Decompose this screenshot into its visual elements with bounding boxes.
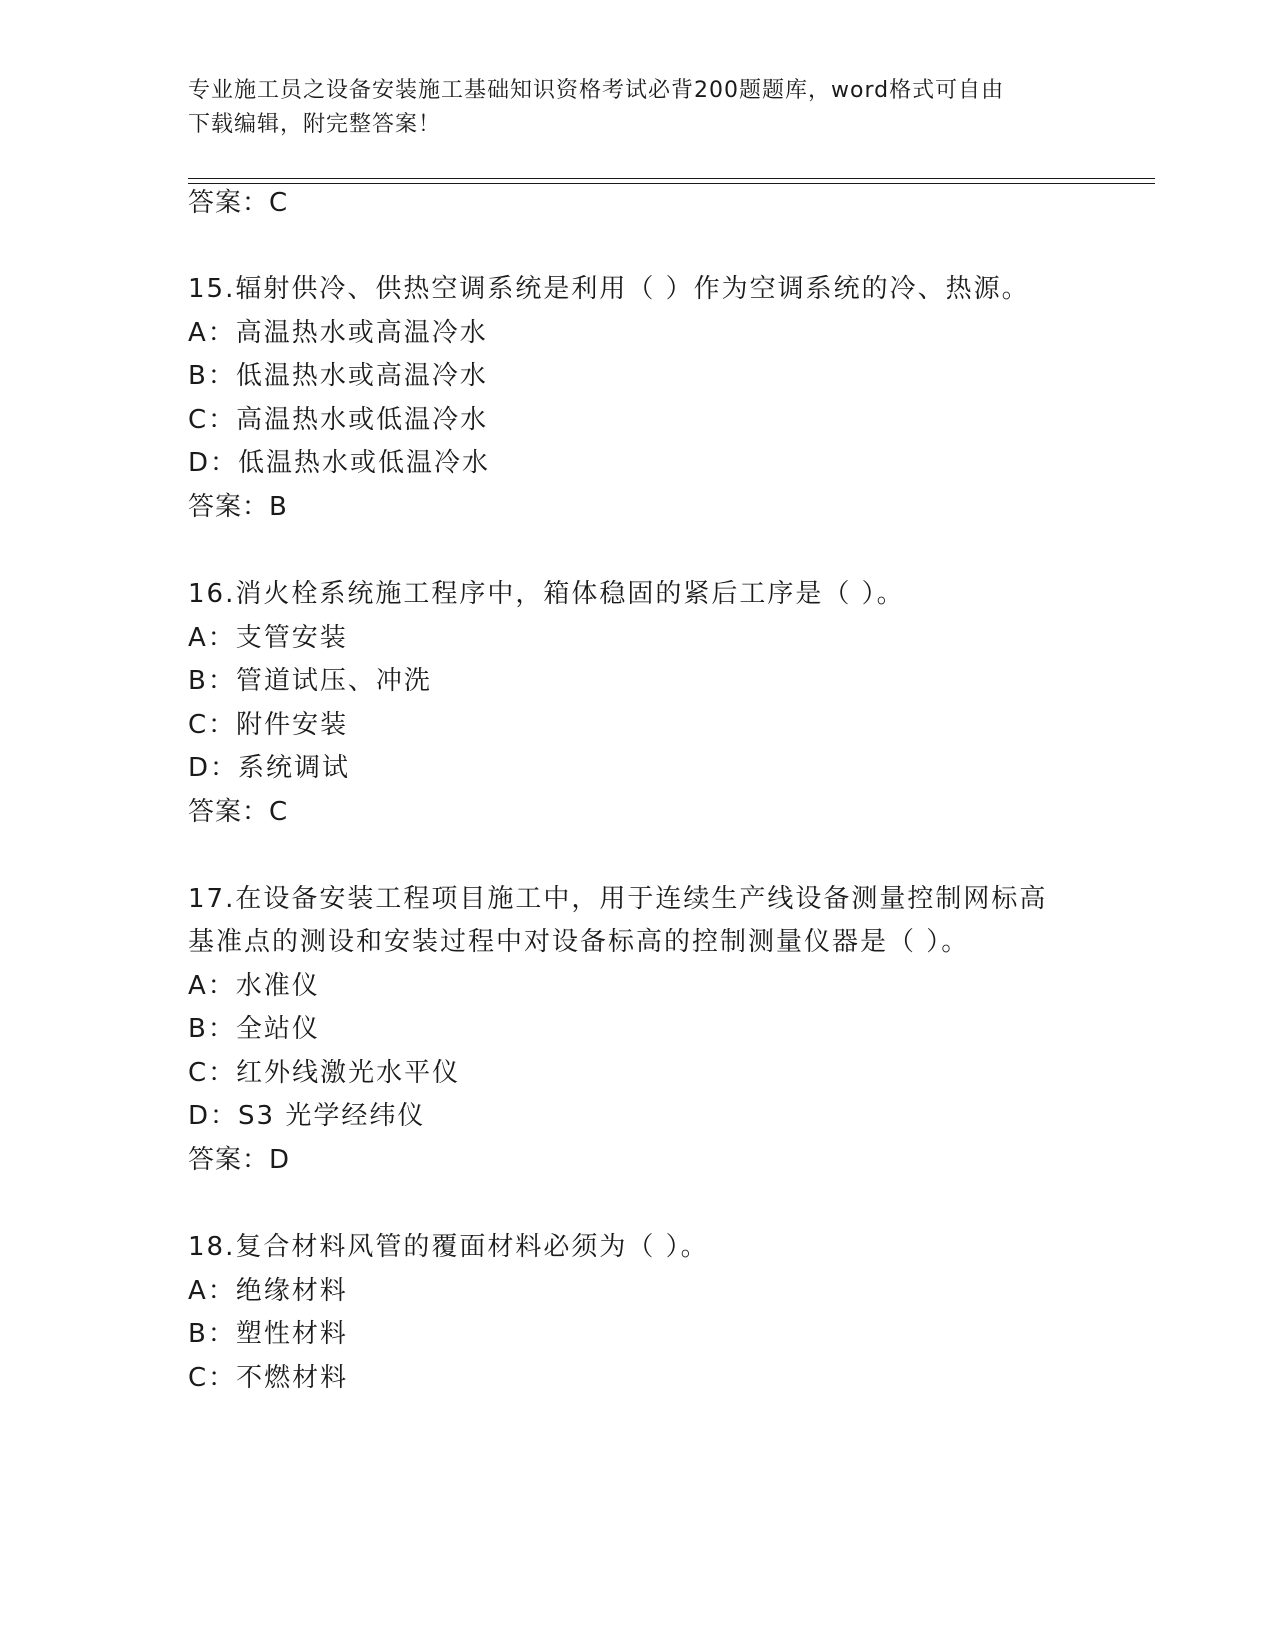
question-17-option-c: C：红外线激光水平仪: [188, 1058, 461, 1088]
question-18-option-b: B：塑性材料: [188, 1319, 348, 1349]
question-15-option-a: A：高温热水或高温冷水: [188, 318, 488, 348]
question-16-answer: 答案：C: [188, 797, 289, 827]
question-15-stem: 15.辐射供冷、供热空调系统是利用（ ）作为空调系统的冷、热源。: [188, 274, 1030, 304]
question-17-stem-line-2: 基准点的测设和安装过程中对设备标高的控制测量仪器是（ ）。: [188, 927, 970, 957]
question-15-option-c: C：高温热水或低温冷水: [188, 405, 489, 435]
question-17-stem-line-1: 17.在设备安装工程项目施工中，用于连续生产线设备测量控制网标高: [188, 884, 1048, 914]
question-16-option-d: D：系统调试: [188, 753, 351, 783]
question-18-stem: 18.复合材料风管的覆面材料必须为（ ）。: [188, 1232, 709, 1262]
question-17-option-a: A：水准仪: [188, 971, 320, 1001]
question-17-option-d: D：S3 光学经纬仪: [188, 1101, 426, 1131]
document-header: 专业施工员之设备安装施工基础知识资格考试必背200题题库，word格式可自由 下载编辑，附完整答案！: [188, 78, 1005, 137]
header-divider-top: [188, 178, 1155, 179]
question-15-option-b: B：低温热水或高温冷水: [188, 361, 488, 391]
previous-answer: 答案：C: [188, 188, 289, 218]
question-18-option-c: C：不燃材料: [188, 1363, 349, 1393]
question-17-option-b: B：全站仪: [188, 1014, 320, 1044]
question-16-stem: 16.消火栓系统施工程序中，箱体稳固的紧后工序是（ ）。: [188, 579, 905, 609]
question-18-option-a: A：绝缘材料: [188, 1276, 348, 1306]
question-15-answer: 答案：B: [188, 492, 288, 522]
question-16-option-a: A：支管安装: [188, 623, 348, 653]
question-16-option-b: B：管道试压、冲洗: [188, 666, 432, 696]
question-17-answer: 答案：D: [188, 1145, 291, 1175]
header-divider-bottom: [188, 183, 1155, 184]
question-16-option-c: C：附件安装: [188, 710, 349, 740]
question-15-option-d: D：低温热水或低温冷水: [188, 448, 491, 478]
